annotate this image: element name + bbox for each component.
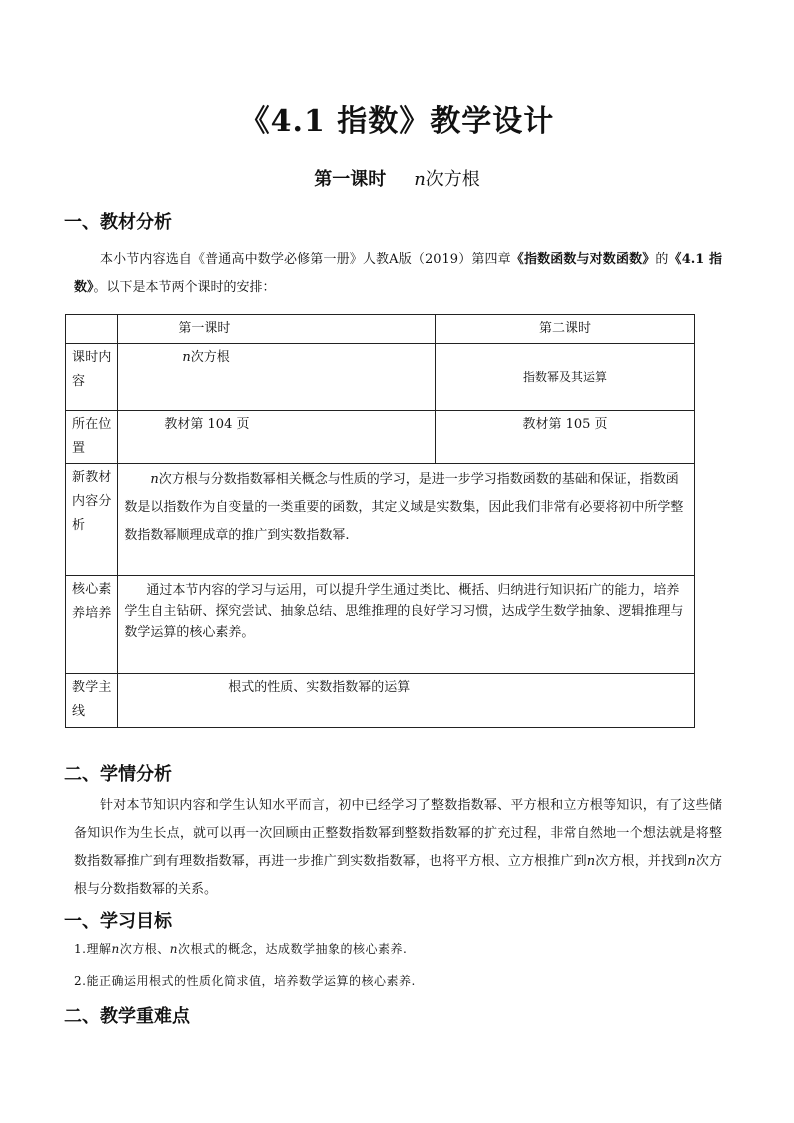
intro-text-b: 的 (655, 252, 669, 267)
section-heading-keypoints: 二、教学重难点 (64, 1006, 190, 1027)
intro-text-a: 本小节内容选自《普通高中数学必修第一册》人教A版（2019）第四章 (100, 252, 511, 267)
learner-text-b: 次方根，并找到 (595, 854, 688, 869)
row-label-mainline: 教学主线 (66, 674, 118, 728)
lesson-subtitle (0, 165, 794, 191)
section-heading-objectives: 一、学习目标 (64, 911, 172, 932)
cell-lesson2-location: 教材第 105 页 (436, 411, 695, 464)
lesson-plan-table (65, 314, 695, 728)
intro-text-c: 。以下是本节两个课时的安排： (93, 280, 276, 295)
cell-lesson2-content: 指数幂及其运算 (436, 344, 695, 411)
n-symbol: n (414, 169, 426, 190)
learner-analysis-text (74, 792, 722, 904)
table-row (66, 576, 695, 674)
n-symbol: n (687, 854, 696, 869)
learner-text-a: 针对本节知识内容和学生认知水平而言，初中已经学习了整数指数幂、平方根和立方根等知识，有了这些储备知识作为生长点，就可以再一次回顾由正整数指数幂到整数指数幂的扩充过程，非常自然地一个想法就是将整数指数幂推广到有理数指数幂，再进一步推广到实数指数幂，也将平方根、立方根推广到 (74, 798, 722, 869)
lesson-topic: 次方根 (425, 169, 480, 190)
objective-text: 次方根、 (119, 942, 170, 956)
n-symbol: n (586, 854, 596, 869)
header-lesson-2: 第二课时 (436, 315, 695, 344)
objective-2: 2.能正确运用根式的性质化简求值，培养数学运算的核心素养. (74, 974, 416, 988)
objective-1 (74, 940, 407, 957)
table-row (66, 464, 695, 576)
learner-text-c: 次方根与分数指数幂的关系。 (74, 854, 722, 897)
row-label-literacy: 核心素养培养 (66, 576, 118, 674)
cell-mainline-text: 根式的性质、实数指数幂的运算 (118, 674, 695, 728)
objective-text: 1.理解 (74, 942, 112, 956)
page-title: 《4.1 指数》教学设计 (239, 104, 555, 139)
n-symbol: n (182, 350, 191, 365)
cell-analysis-text (118, 464, 695, 576)
materials-intro (74, 246, 722, 302)
cell-text: 次方根 (190, 350, 230, 365)
cell-literacy-text: 通过本节内容的学习与运用，可以提升学生通过类比、概括、归纳进行知识拓广的能力，培养学生自主钻研、探究尝试、抽象总结、思维推理的良好学习习惯，达成学生数学抽象、逻辑推理与数学运算的核心素养。 (118, 576, 695, 674)
table-corner-cell (66, 315, 118, 344)
n-symbol: n (150, 472, 159, 487)
table-row (66, 344, 695, 411)
table-header-row (66, 315, 695, 344)
cell-lesson1-content (118, 344, 436, 411)
row-label-analysis: 新教材内容分析 (66, 464, 118, 576)
table-row (66, 411, 695, 464)
analysis-text-a: 次方根与分数指数幂相关概念与性质的学习， (158, 472, 419, 487)
section-heading-learner: 二、学情分析 (64, 764, 172, 785)
n-symbol: n (111, 942, 120, 956)
intro-section-name: 《4.1 指数》 (74, 252, 722, 295)
row-label-location: 所在位置 (66, 411, 118, 464)
section-heading-materials: 一、教材分析 (64, 212, 172, 233)
table-row (66, 674, 695, 728)
intro-chapter-name: 《指数函数与对数函数》 (510, 252, 656, 267)
objective-text: 次根式的概念，达成数学抽象的核心素养. (177, 942, 408, 956)
header-lesson-1: 第一课时 (118, 315, 436, 344)
n-symbol: n (169, 942, 178, 956)
cell-lesson1-location: 教材第 104 页 (118, 411, 436, 464)
analysis-text-b: 是进一步学习指数函数的基础和保证，指数函数是以指数作为自变量的一类重要的函数，其定义域是实数集，因此我们非常有必要将初中所学整数指数幂顺理成章的推广到实数指数幂. (124, 472, 684, 543)
row-label-content: 课时内容 (66, 344, 118, 411)
lesson-label: 第一课时 (314, 169, 387, 190)
